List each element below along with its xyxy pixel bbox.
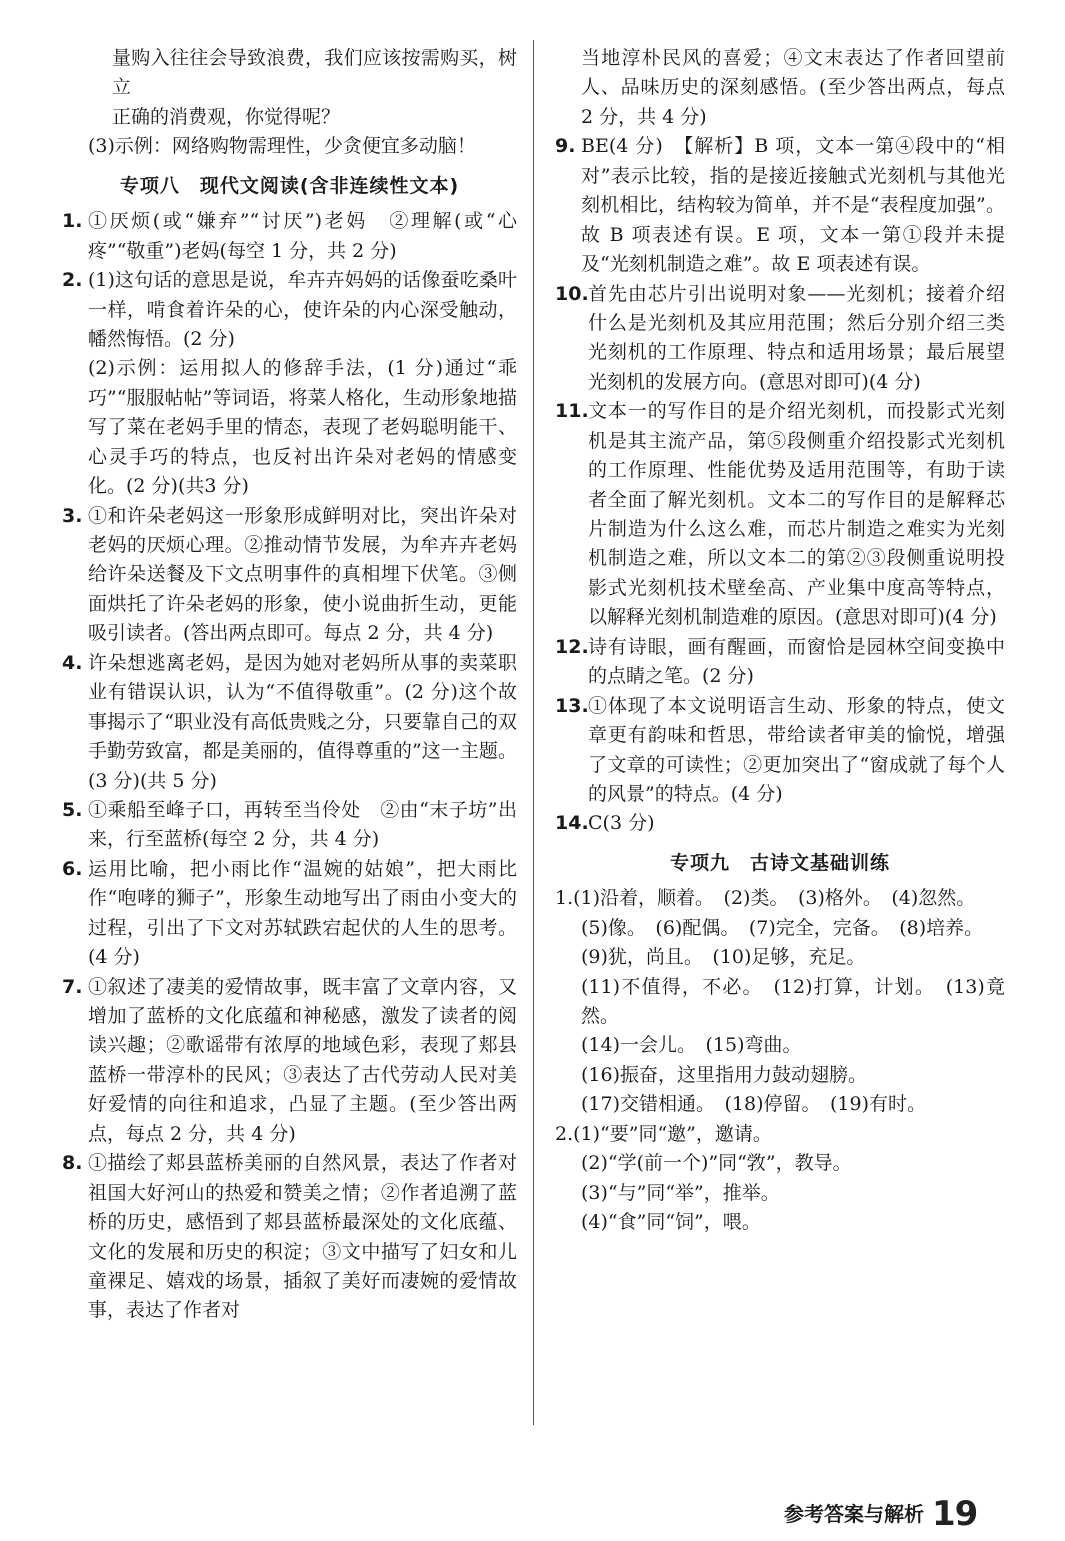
answer-item xyxy=(555,397,1005,633)
item-number: 3. xyxy=(62,504,83,527)
answer-item xyxy=(555,132,1005,279)
item-number: 10. xyxy=(555,282,589,305)
item-number: 4. xyxy=(62,651,83,674)
item-number: 7. xyxy=(62,975,83,998)
item-number: 8. xyxy=(62,1152,83,1175)
answer-item xyxy=(62,855,517,973)
answer-item xyxy=(555,633,1005,692)
answer-item xyxy=(62,796,517,855)
answer-item xyxy=(555,692,1005,810)
item-number: 11. xyxy=(555,400,589,423)
right-column xyxy=(555,44,1005,1238)
answer-line: (2)“学(前一个)”同“敩”，教导。 xyxy=(581,1152,852,1175)
tongjia-answer-list xyxy=(555,1120,1005,1238)
page-number: 19 xyxy=(932,1494,978,1534)
item-text: ①体现了本文说明语言生动、形象的特点，使文章更有韵味和哲思，带给读者审美的愉悦，增强了文章的可读性；②更加突出了“窗成就了每个人的风景”的特点。(4 分) xyxy=(588,694,1005,805)
item-text: (1)这句话的意思是说，牟卉卉妈妈的话像蚕吃桑叶一样，啃食着许朵的心，使许朵的内心深受触动，幡然悔悟。(2 分) xyxy=(88,269,517,350)
section-heading: 专项九 古诗文基础训练 xyxy=(669,851,890,874)
answer-item xyxy=(555,809,1005,838)
left-column xyxy=(62,44,517,1326)
item-text: ①描绘了郏县蓝桥美丽的自然风景，表达了作者对祖国大好河山的热爱和赞美之情；②作者追溯了蓝桥的历史，感悟到了郏县蓝桥最深处的文化底蕴、文化的发展和历史的积淀；③文中描写了妇女和儿童裸足、嬉戏的场景，插叙了美好而凄婉的爱情故事，表达了作者对 xyxy=(88,1152,517,1322)
answer-line: 2.(1)“要”同“邀”，邀请。 xyxy=(555,1122,772,1145)
item-number: 5. xyxy=(62,798,83,821)
section-heading: 专项八 现代文阅读(含非连续性文本) xyxy=(119,174,460,197)
item-text: (2)示例：运用拟人的修辞手法，(1 分)通过“乖巧”“服服帖帖”等词语，将菜人格化，生动形象地描写了菜在老妈手里的情态，表现了老妈聪明能干、心灵手巧的特点，也反衬出许朵对老妈的情感变化。(2 分)(共3 分) xyxy=(88,357,517,498)
item-number: 1. xyxy=(62,210,83,233)
answer-item xyxy=(62,1149,517,1326)
item-number: 12. xyxy=(555,635,589,658)
item-number: 13. xyxy=(555,694,589,717)
answer-line: (11)不值得，不必。 (12)打算，计划。 (13)竟然。 xyxy=(581,975,1005,1027)
answer-line: (14)一会儿。 (15)弯曲。 xyxy=(581,1034,802,1057)
column-divider xyxy=(533,40,534,1425)
answer-line: (5)像。 (6)配偶。 (7)完全，完备。 (8)培养。 xyxy=(581,916,984,939)
footer-label: 参考答案与解析 xyxy=(784,1501,924,1526)
item-text: 诗有诗眼，画有醒画，而窗恰是园林空间变换中的点睛之笔。(2 分) xyxy=(588,635,1005,688)
continued-line: (3)示例：网络购物需理性，少贪便宜多动脑！ xyxy=(88,135,476,158)
answer-line: 1.(1)沿着，顺着。 (2)类。 (3)格外。 (4)忽然。 xyxy=(555,887,976,910)
item-number: 2. xyxy=(62,269,83,292)
continued-line: 量购入往往会导致浪费，我们应该按需购买，树立 xyxy=(112,47,517,99)
answer-line: (9)犹，尚且。 (10)足够，充足。 xyxy=(581,946,866,969)
item-number: 6. xyxy=(62,857,83,880)
item-number: 9. xyxy=(555,135,576,158)
item-text: C(3 分) xyxy=(588,812,655,835)
item-text: BE(4 分) 【解析】B 项，文本一第④段中的“相对”表示比较，指的是接近接触式光刻机与其他光刻机相比，结构较为简单，并不是“表程度加强”。故 B 项表述有误。E 项，文本一第①段并未提及“光刻机制造之难”。故 E 项表述有误。 xyxy=(581,135,1005,276)
answer-item xyxy=(555,280,1005,398)
item-text: 文本一的写作目的是介绍光刻机，而投影式光刻机是其主流产品，第⑤段侧重介绍投影式光刻机的工作原理、性能优势及适用范围等，有助于读者全面了解光刻机。文本二的写作目的是解释芯片制造为什么这么难，而芯片制造之难实为光刻机制造之难，所以文本二的第②③段侧重说明投影式光刻机技术壁垒高、产业集中度高等特点，以解释光刻机制造难的原因。(意思对即可)(4 分) xyxy=(588,400,1005,629)
continued-line: 正确的消费观，你觉得呢？ xyxy=(112,105,341,128)
answer-list xyxy=(62,207,517,1326)
answer-line: (3)“与”同“举”，推举。 xyxy=(581,1181,780,1204)
continued-paragraph: 当地淳朴民风的喜爱；④文末表达了作者回望前人、品味历史的深刻感悟。(至少答出两点，每点 2 分，共 4 分) xyxy=(581,47,1005,128)
item-text: 首先由芯片引出说明对象——光刻机；接着介绍什么是光刻机及其应用范围；然后分别介绍三类光刻机的工作原理、特点和适用场景；最后展望光刻机的发展方向。(意思对即可)(4 分) xyxy=(588,282,1005,393)
answer-item xyxy=(62,973,517,1150)
answer-item xyxy=(62,266,517,354)
answer-list xyxy=(555,132,1005,839)
answer-line: (4)“食”同“饲”，喂。 xyxy=(581,1211,761,1234)
watermark-logo xyxy=(900,1490,1060,1536)
answer-line: (17)交错相通。 (18)停留。 (19)有时。 xyxy=(581,1093,927,1116)
answer-item xyxy=(62,354,517,501)
answer-line: (16)振奋，这里指用力鼓动翅膀。 xyxy=(581,1063,868,1086)
item-text: ①厌烦(或“嫌弃”“讨厌”)老妈 ②理解(或“心疼”“敬重”)老妈(每空 1 分，共 2 分) xyxy=(88,210,517,262)
answer-item xyxy=(62,502,517,649)
item-text: ①乘船至峰子口，再转至当伶处 ②由“末子坊”出来，行至蓝桥(每空 2 分，共 4 分) xyxy=(88,798,517,851)
item-text: ①和许朵老妈这一形象形成鲜明对比，突出许朵对老妈的厌烦心理。②推动情节发展，为牟卉卉老妈给许朵送餐及下文点明事件的真相埋下伏笔。③侧面烘托了许朵老妈的形象，使小说曲折生动，更能吸引读者。(答出两点即可。每点 2 分，共 4 分) xyxy=(88,504,517,645)
item-text: ①叙述了凄美的爱情故事，既丰富了文章内容，又增加了蓝桥的文化底蕴和神秘感，激发了读者的阅读兴趣；②歌谣带有浓厚的地域色彩，表现了郏县蓝桥一带淳朴的民风；③表达了古代劳动人民对美好爱情的向往和追求，凸显了主题。(至少答出两点，每点 2 分，共 4 分) xyxy=(88,975,517,1145)
item-text: 运用比喻，把小雨比作“温婉的姑娘”，把大雨比作“咆哮的狮子”，形象生动地写出了雨由小变大的过程，引出了下文对苏轼跌宕起伏的人生的思考。(4 分) xyxy=(88,857,517,969)
vocab-answer-list xyxy=(555,884,1005,1120)
answer-item xyxy=(62,649,517,796)
item-text: 许朵想逃离老妈，是因为她对老妈所从事的卖菜职业有错误认识，认为“不值得敬重”。(2 分)这个故事揭示了“职业没有高低贵贱之分，只要靠自己的双手勤劳致富，都是美丽的，值得尊重的”这一主题。(3 分)(共 5 分) xyxy=(88,651,517,792)
item-number: 14. xyxy=(555,812,589,835)
answer-item xyxy=(62,207,517,266)
